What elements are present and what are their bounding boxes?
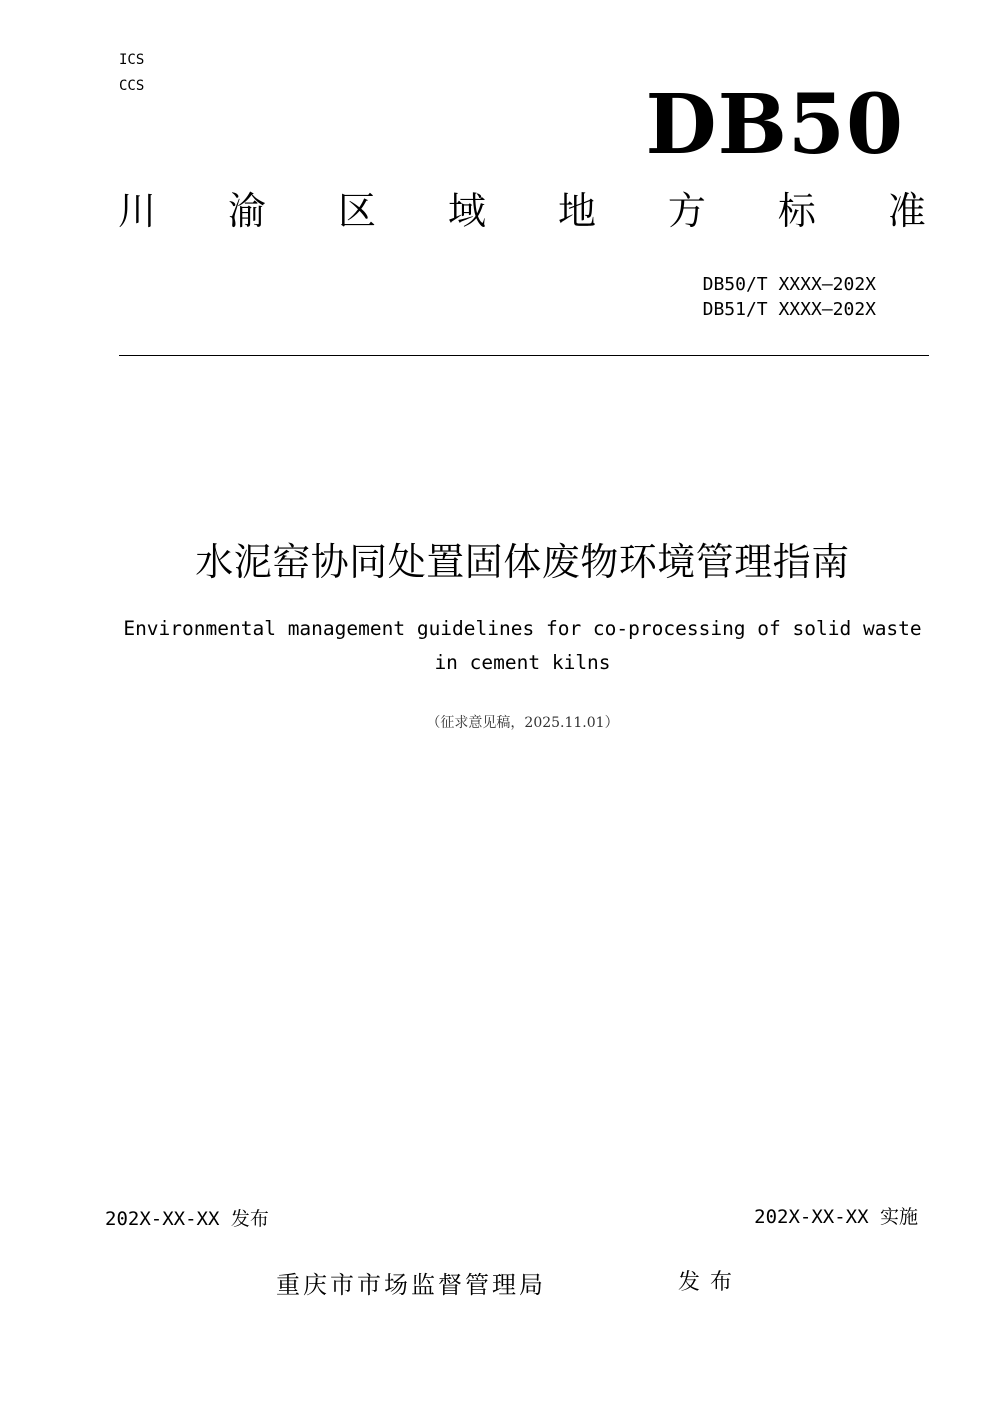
standard-type-char: 川 [118,189,157,233]
db50-code: DB50/T XXXX—202X [702,274,876,295]
standard-type-char: 标 [777,189,816,233]
standard-type-char: 渝 [227,189,266,233]
title-chinese: 水泥窑协同处置固体废物环境管理指南 [195,540,850,584]
title-english [110,612,935,680]
ccs-label: CCS [119,78,145,94]
standard-type-char: 方 [667,189,706,233]
db51-code: DB51/T XXXX—202X [702,299,876,320]
standard-type-char: 地 [557,189,596,233]
issuing-authority: 重庆市市场监督管理局 [276,1271,546,1299]
standard-type-char: 准 [887,189,926,233]
db50-logo: DB50 [645,77,904,173]
title-english-line2: in cement kilns [434,651,611,674]
issue-date: 202X-XX-XX 发布 [105,1208,269,1230]
standard-type-char: 域 [447,189,486,233]
ics-label: ICS [119,52,145,68]
publish-label: 发布 [678,1270,743,1295]
implementation-date: 202X-XX-XX 实施 [754,1206,918,1228]
title-english-line1: Environmental management guidelines for co-processing of solid waste [123,617,922,640]
standard-codes [703,272,876,322]
draft-note: （征求意见稿，2025.11.01） [426,715,619,731]
header-divider [119,355,929,356]
standard-type-char: 区 [337,189,376,233]
standard-type-heading [118,189,926,233]
